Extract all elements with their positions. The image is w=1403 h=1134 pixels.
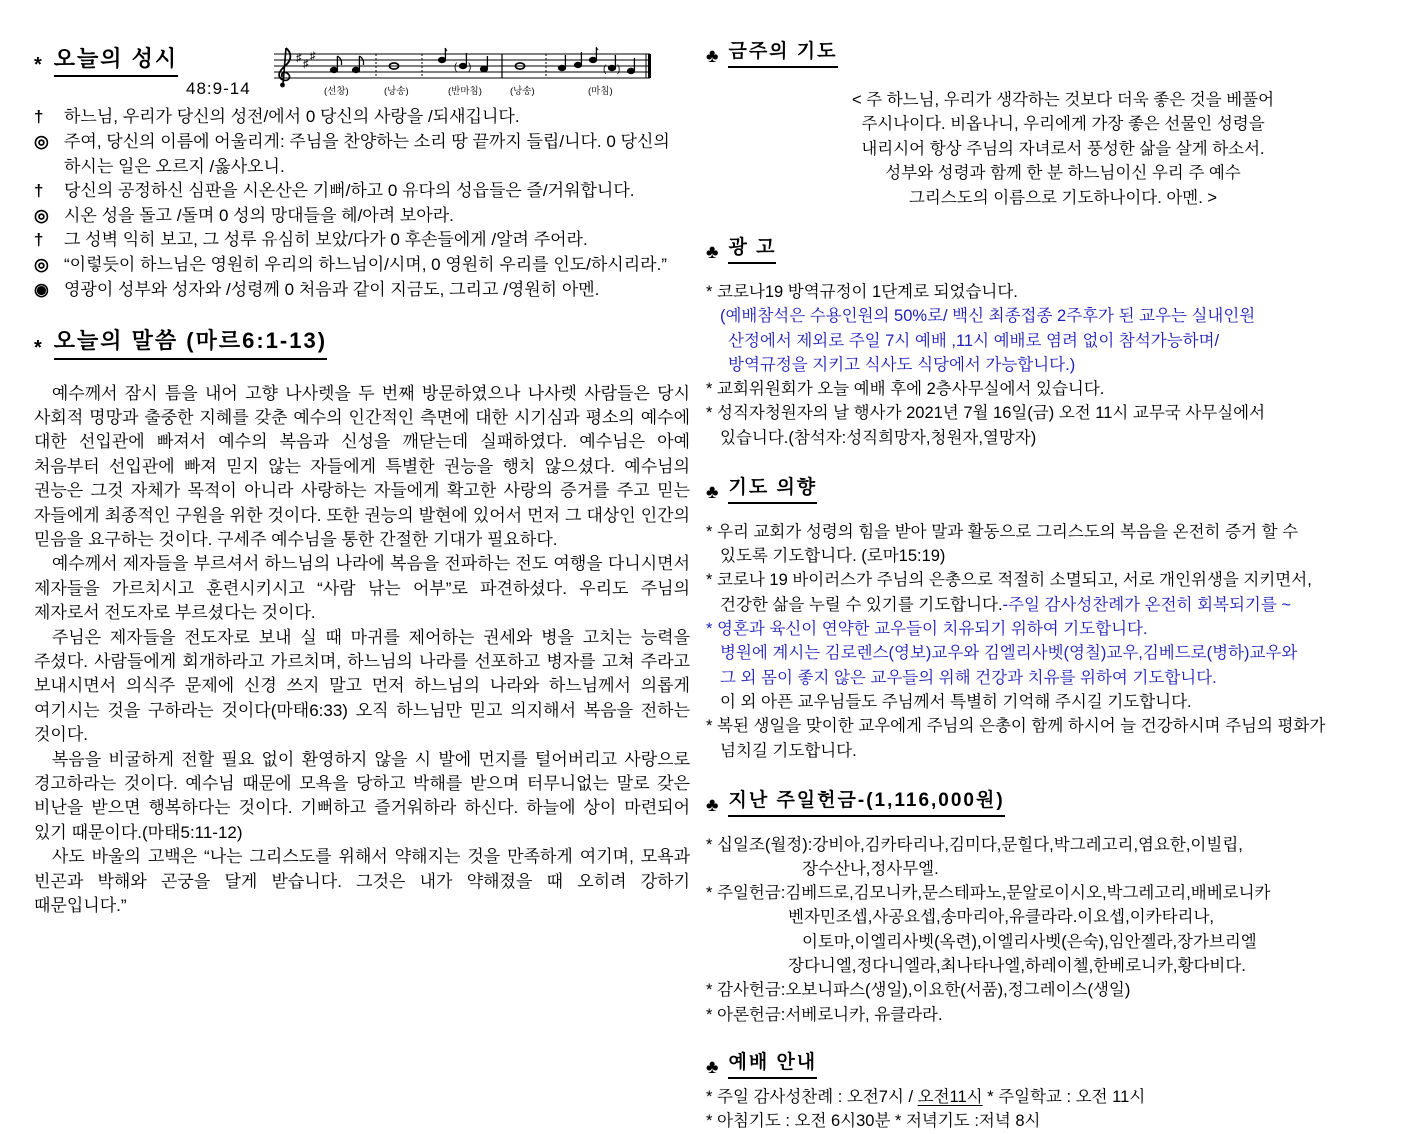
intention-line: * 복된 생일을 맞이한 교우에게 주님의 은총이 함께 하시어 늘 건강하시며 주님의 평화가 [706,717,1326,736]
intention-line: 넘치길 기도합니다. [720,741,857,760]
verse-symbol: ◎ [34,131,49,151]
psalm-verse [34,204,690,229]
psalm-verse [34,130,690,179]
verse-text: “이렇듯이 하느님은 영원히 우리의 하느님이/시며, 0 영원히 우리를 인도/하시리라.” [64,254,667,274]
psalm-verse [34,278,690,303]
club-icon: ♣ [706,45,719,67]
sermon-paragraph: 복음을 비굴하게 전할 필요 없이 환영하지 않을 시 발에 먼지를 털어버리고 사랑으로 경고하라는 것이다. 예수님 때문에 모욕을 당하고 박해를 받으며 터무니없는 말로 갖은 비난을 받으면 행복하다는 것이다. 기뻐하고 즐거워하라 하신다. 하늘에 상이 마련되어 있기 때문이다.(마태5:11-12) [34,749,690,842]
staff-label: (마침) [588,86,613,97]
sermon-paragraph: 예수께서 잠시 틈을 내어 고향 나사렛을 두 번째 방문하였으나 나사렛 사람들은 당시 사회적 명망과 출중한 지혜를 갖춘 예수의 인간적인 측면에 대한 시기심과 평소의 예수에 대한 선입관에 빠져서 예수의 복음과 신성을 깨닫는데 실패하였다. 예수님은 아예 처음부터 선입관에 빠져 믿지 않는 자들에게 특별한 권능을 행치 않으셨다. 예수님의 권능은 그것 자체가 목적이 아니라 사랑하는 자들에게 확고한 사랑의 증거를 주고 믿는 자들에게 최종적인 구원을 위한 것이다. 또한 권능의 발현에 있어서 먼저 그 대상인 인간의 믿음을 요구하는 것이다. 구세주 예수님을 통한 간절한 기대가 필요하다. [34,383,690,549]
club-icon: ♣ [706,1056,719,1078]
notice-line: (예배참석은 수용인원의 50%로/ 백신 최종접종 2주후가 된 교우는 실내인원 [720,307,1256,326]
intention-line: 그 외 몸이 좋지 않은 교우들의 위해 건강과 치유를 위하여 기도합니다. [720,668,1217,687]
verse-text: 시온 성을 돌고 /돌며 0 성의 망대들을 헤/아려 보아라. [64,205,454,225]
worship-line: * 주일 감사성찬례 : 오전7시 / 오전11시 * 주일학교 : 오전 11시 [706,1087,1146,1106]
club-icon: ♣ [706,242,719,263]
notes-bar5 [558,47,634,75]
svg-text:♯: ♯ [310,50,316,62]
intention-line: * 영혼과 육신이 연약한 교우들이 치유되기 위하여 기도합니다. [706,620,1148,639]
psalm-verse [34,179,690,204]
psalm-title: 오늘의 성시 [54,46,178,77]
verse-text: 당신의 공정하신 심판을 시온산은 기뻐/하고 0 유다의 성읍들은 즐/거워합니다. [64,181,635,201]
psalm-verse [34,105,690,130]
sermon-paragraph: 주님은 제자들을 전도자로 보내 실 때 마귀를 제어하는 권세와 병을 고치는 능력을 주셨다. 사람들에게 회개하라고 가르치며, 하느님의 나라를 선포하고 병자를 고쳐 주라고 보내시면서 의식주 문제에 신경 쓰지 말고 먼저 하느님의 나라와 하느님께서 의롭게 여기시는 것을 구하라는 것이다(마태6:33) 오직 하느님만 믿고 의지해서 복음을 전하는 것이다. [34,627,690,745]
offering-line: * 주일헌금:김베드로,김모니카,문스테파노,문알로이시오,박그레고리,배베로니카 [706,884,1271,903]
worship-line: * 아침기도 : 오전 6시30분 * 저녁기도 :저녁 8시 [706,1112,1041,1131]
offering-line: 벤자민조셉,사공요셉,송마리아,유클라라.이요셉,이카타리나, [788,908,1214,927]
notice-line: 산정에서 제외로 주일 7시 예배 ,11시 예배로 염려 없이 참석가능하며/ [728,331,1220,350]
verse-text: 하느님, 우리가 당신의 성전/에서 0 당신의 사랑을 /되새깁니다. [64,107,520,127]
section-weekly-prayer [706,40,1394,210]
sermon-title: 오늘의 말씀 (마르6:1-13) [54,328,327,359]
notice-line: * 교회위원회가 오늘 예배 후에 2층사무실에서 있습니다. [706,380,1105,399]
notice-title: 광 고 [728,236,776,264]
staff-label: (반마침) [448,86,482,97]
section-notice [706,236,1394,450]
sermon-marker: * [34,336,42,359]
intentions-title: 기도 의향 [728,476,817,504]
section-worship-guide [706,1051,1394,1134]
notice-line: * 코로나19 방역규정이 1단계로 되었습니다. [706,283,1018,301]
offering-line: 장다니엘,정다니엘라,최나타나엘,하레이첼,한베로니카,황다비다. [788,957,1246,976]
offering-lines [706,833,1394,1027]
notice-line: 있습니다.(참석자:성직희망자,청원자,열망자) [720,428,1037,447]
psalm-reference: 48:9-14 [186,79,251,99]
section-offering [706,789,1394,1027]
sermon-paragraph: 사도 바울의 고백은 “나는 그리스도를 위해서 약해지는 것을 만족하게 여기며, 모욕과 빈곤과 박해와 곤궁을 달게 받습니다. 그것은 내가 약해졌을 때 오히려 강하기 때문입니다.” [34,847,690,916]
staff-label: (낭송) [384,86,409,97]
offering-title: 지난 주일헌금-(1,116,000원) [728,789,1004,817]
intention-line: 병원에 계시는 김로렌스(영보)교우와 김엘리사벳(영칠)교우,김베드로(병하)교우와 [720,644,1298,663]
staff-label: (선창) [324,86,349,97]
worship-title: 예배 안내 [728,1051,817,1079]
svg-text:): ) [617,64,621,75]
offering-line: 장수산나,정사무엘. [802,859,939,878]
offering-line: 이토마,이엘리사벳(옥련),이엘리사벳(은숙),임안젤라,장가브리엘 [802,932,1257,951]
verse-symbol: † [34,181,44,201]
verse-symbol: ◉ [34,279,49,299]
underlined-time: 오전11시 [917,1087,983,1106]
offering-line: * 감사헌금:오보니파스(생일),이요한(서품),정그레이스(생일) [706,981,1131,1000]
intention-line: 이 외 아픈 교우님들도 주님께서 특별히 기억해 주시길 기도합니다. [720,692,1192,711]
svg-text:(: ( [454,62,458,73]
intention-line: 건강한 삶을 누릴 수 있기를 기도합니다.-주일 감사성찬례가 온전히 회복되기를 ~ [720,595,1292,614]
weekly-prayer-title: 금주의 기도 [728,40,837,68]
weekly-prayer-text: < 주 하느님, 우리가 생각하는 것보다 더욱 좋은 것을 베풀어 주시나이다. 비옵나니, 우리에게 가장 좋은 선물인 성령을 내리시어 항상 주님의 자녀로서 풍성한 삶을 살게 하소서. 성부와 성령과 함께 한 분 하느님이신 우리 주 예수 그리스도의 이름으로 기도하나이다. 아멘. > [851,90,1275,207]
staff-label: (낭송) [510,86,535,97]
club-icon: ♣ [706,481,719,503]
svg-text:♯: ♯ [296,52,302,64]
intention-line: * 우리 교회가 성령의 힘을 받아 말과 활동으로 그리스도의 복음을 온전히 증거 할 수 [706,522,1299,541]
offering-line: * 십일조(월정):강비아,김카타리나,김미다,문힐다,박그레고리,염요한,이빌립, [706,835,1243,854]
music-staff [262,44,654,106]
key-signature-icon [296,50,316,70]
left-column [34,46,690,918]
verse-text: 영광이 성부와 성자와 /성령께 0 처음과 같이 지금도, 그리고 /영원히 아멘. [64,279,600,299]
verse-text: 주여, 당신의 이름에 어울리게: 주님을 찬양하는 소리 땅 끝까지 들립/니다. 0 당신의 하시는 일은 오르지 /옳사오니. [64,131,670,176]
psalm-verse [34,228,690,253]
verse-text: 그 성벽 익히 보고, 그 성루 유심히 보았/다가 0 후손들에게 /알려 주어라. [64,230,588,250]
sermon-header [34,328,690,359]
notice-line: 방역규정을 지키고 식사도 식당에서 가능합니다.) [728,355,1076,374]
psalm-verses [34,105,690,302]
verse-symbol: ◎ [34,205,49,225]
offering-line: * 아론헌금:서베로니카, 유클라라. [706,1005,943,1024]
club-icon: ♣ [706,794,719,816]
intention-line: * 코로나 19 바이러스가 주님의 은총으로 적절히 소멸되고, 서로 개인위생을 지키면서, [706,571,1312,590]
worship-lines [706,1085,1394,1134]
svg-text:♯: ♯ [303,58,309,70]
psalm-verse [34,253,690,278]
svg-text:): ) [468,62,472,73]
svg-text:(: ( [603,64,607,75]
notice-lines [706,280,1394,450]
intention-line: 있도록 기도합니다. (로마15:19) [720,547,946,566]
verse-symbol: † [34,107,44,127]
right-column [706,40,1394,1134]
notice-line: * 성직자청원자의 날 행사가 2021년 7월 16일(금) 오전 11시 교무국 사무실에서 [706,404,1266,423]
psalm-marker: * [34,54,42,77]
verse-symbol: † [34,230,44,250]
sermon-paragraph: 예수께서 제자들을 부르셔서 하느님의 나라에 복음을 전파하는 전도 여행을 다니시면서 제자들을 가르치시고 훈련시키시고 “사람 낚는 어부”로 파견하셨다. 우리도 주님의 제자로서 전도자로 부르셨다는 것이다. [34,554,690,623]
section-intentions [706,476,1394,763]
intentions-lines [706,520,1394,763]
notes-bar1 [330,56,363,73]
verse-symbol: ◎ [34,254,49,274]
